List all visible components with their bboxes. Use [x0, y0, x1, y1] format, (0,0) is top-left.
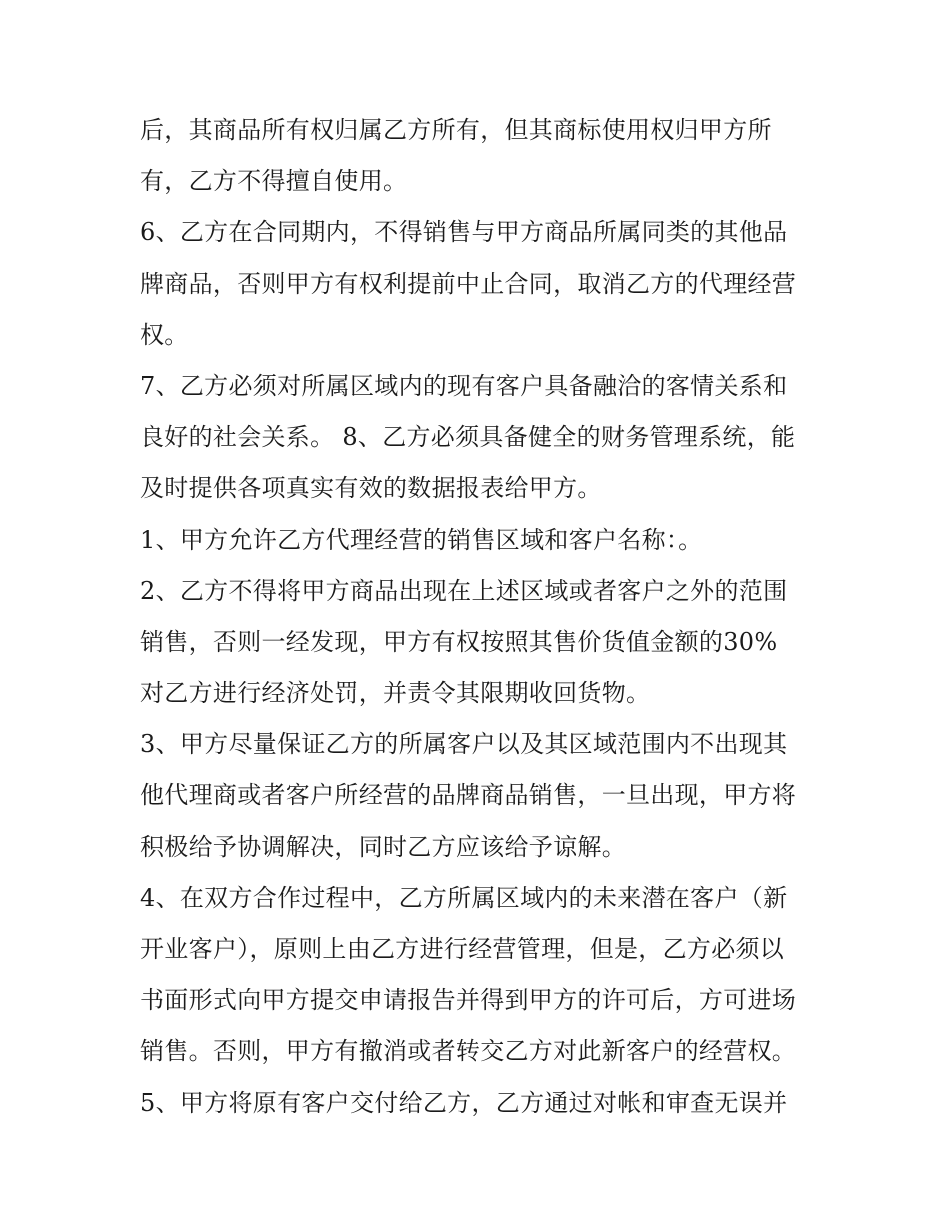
text-line: 开业客户），原则上由乙方进行经营管理，但是，乙方必须以: [140, 935, 785, 963]
text-line: 4、在双方合作过程中，乙方所属区域内的未来潜在客户（新: [140, 883, 788, 912]
text-line: 积极给予协调解决，同时乙方应该给予谅解。: [140, 832, 626, 861]
text-line: 后，其商品所有权归属乙方所有，但其商标使用权归甲方所: [140, 116, 772, 144]
text-line: 7、乙方必须对所属区域内的现有客户具备融洽的客情关系和: [140, 371, 788, 400]
text-line: 2、乙方不得将甲方商品出现在上述区域或者客户之外的范围: [140, 576, 788, 605]
text-line: 及时提供各项真实有效的数据报表给甲方。: [140, 474, 602, 503]
text-line: 牌商品，否则甲方有权利提前中止合同，取消乙方的代理经营: [140, 269, 797, 298]
text-line: 良好的社会关系。 8、乙方必须具备健全的财务管理系统，能: [140, 423, 796, 452]
text-line: 书面形式向甲方提交申请报告并得到甲方的许可后，方可进场: [140, 986, 797, 1015]
text-line: 对乙方进行经济处罚，并责令其限期收回货物。: [140, 679, 651, 708]
text-line: 1、甲方允许乙方代理经营的销售区域和客户名称：。: [140, 525, 703, 554]
text-line: 5、甲方将原有客户交付给乙方，乙方通过对帐和审查无误并: [140, 1088, 788, 1117]
text-line: 6、乙方在合同期内，不得销售与甲方商品所属同类的其他品: [140, 218, 788, 247]
text-line: 他代理商或者客户所经营的品牌商品销售，一旦出现，甲方将: [140, 781, 797, 810]
document-body: [140, 105, 820, 1129]
text-line: 销售，否则一经发现，甲方有权按照其售价货值金额的30%: [140, 627, 778, 656]
text-line: 权。: [140, 320, 189, 349]
text-line: 销售。否则，甲方有撤消或者转交乙方对此新客户的经营权。: [140, 1037, 797, 1066]
text-line: 有，乙方不得擅自使用。: [140, 167, 408, 196]
text-line: 3、甲方尽量保证乙方的所属客户以及其区域范围内不出现其: [140, 730, 788, 759]
